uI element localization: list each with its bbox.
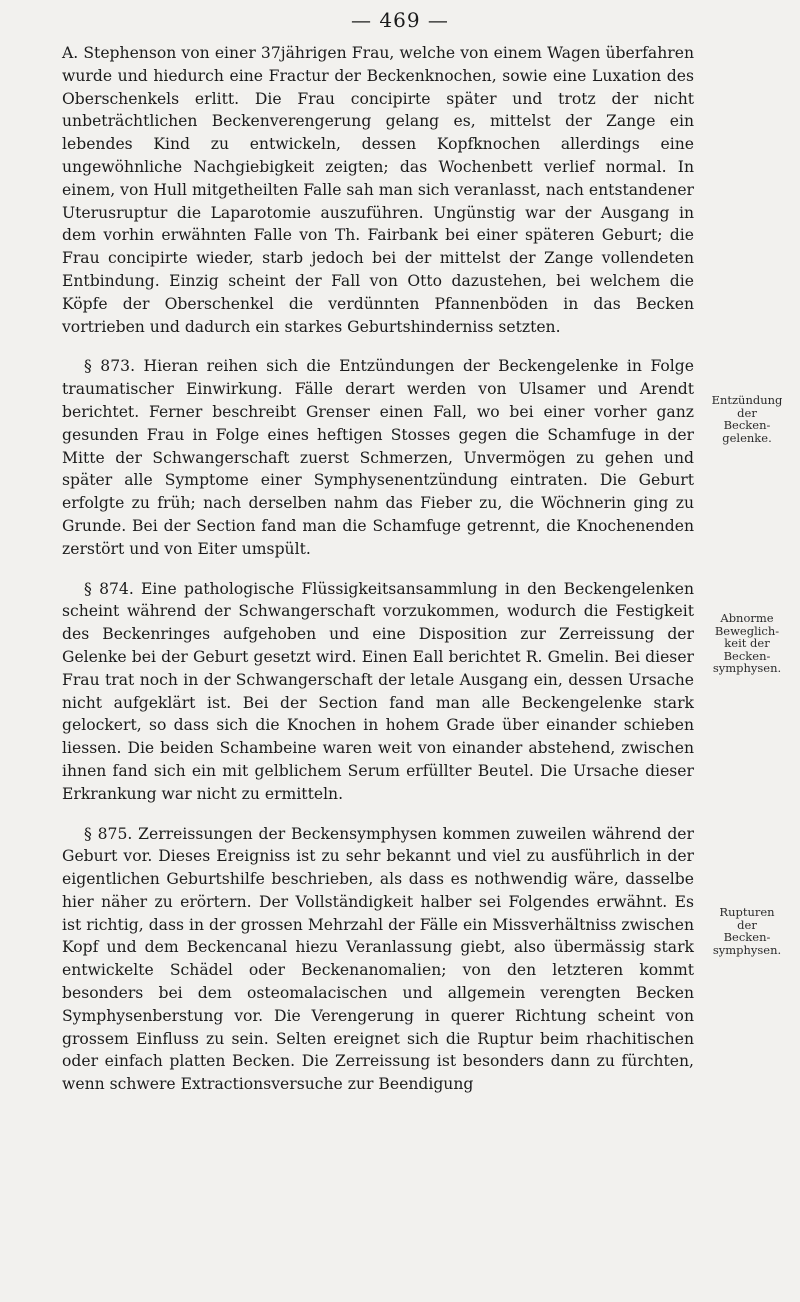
margin-note-abnorme-beweglichkeit xyxy=(704,612,790,675)
margin-note-line: symphysen. xyxy=(712,942,782,957)
margin-note-line: Becken- xyxy=(723,418,771,432)
paragraph-stephenson: A. Stephenson von einer 37jährigen Frau, welche von einem Wagen überfahren wurde und hiedurch eine Fractur der Beckenknochen, sowie eine Luxation des Oberschenkels erlitt. Die Frau concipirte später und trotz der nicht unbeträchtlichen Beckenverengerung gelang es, mittelst der Zange ein lebendes Kind zu entwickeln, dessen Kopfknochen allerdings eine ungewöhnliche Nachgiebigkeit zeigten; das Wochenbett verlief normal. In einem, von Hull mitgetheilten Falle sah man sich veranlasst, nach entstandener Uterusruptur die Laparotomie auszuführen. Ungünstig war der Ausgang in dem vorhin erwähnten Falle von Th. Fairbank bei einer späteren Geburt; die Frau concipirte wieder, starb jedoch bei der mittelst der Zange vollendeten Entbindung. Einzig scheint der Fall von Otto dazustehen, bei welchem die Köpfe der Oberschenkel die verdünnten Pfannenböden in das Becken vortrieben und dadurch ein starkes Geburtshinderniss setzten. xyxy=(62,44,694,336)
margin-note-line: Becken- xyxy=(723,648,771,663)
paragraph-section-873: § 873. Hieran reihen sich die Entzündungen der Beckengelenke in Folge traumatischer Einwirkung. Fälle derart werden von Ulsamer und Arendt berichtet. Ferner beschreibt Grenser einen Fall, wo bei einer vorher ganz gesunden Frau in Folge eines heftigen Stosses gegen die Schamfuge in der Mitte der Schwangerschaft zuerst Schmerzen, Unvermögen zu gehen und später alle Symptome einer Symphysenentzündung eintraten. Die Geburt erfolgte zu früh; nach derselben nahm das Fieber zu, die Wöchnerin ging zu Grunde. Bei der Section fand man die Schamfuge getrennt, die Knochenenden zerstört und von Eiter umspült. xyxy=(62,357,694,558)
margin-note-line: der xyxy=(737,917,757,932)
margin-note-line: der xyxy=(737,405,757,420)
margin-note-line: keit der xyxy=(724,636,770,650)
margin-note-line: symphysen. xyxy=(712,661,782,675)
margin-note-line: Beweglich- xyxy=(714,623,780,638)
margin-note-line: Rupturen xyxy=(719,905,775,919)
margin-note-rupturen xyxy=(704,906,790,956)
margin-note-line: Becken- xyxy=(723,930,771,944)
page-number: — 469 — xyxy=(351,8,449,32)
margin-note-entzuendung xyxy=(704,394,790,444)
margin-note-line: gelenke. xyxy=(722,430,772,445)
margin-note-line: Entzündung xyxy=(711,393,783,407)
paragraph-section-875: § 875. Zerreissungen der Beckensymphysen kommen zuweilen während der Geburt vor. Dieses Ereigniss ist zu sehr bekannt und viel zu ausführlich in der eigentlichen Geburtshilfe beschrieben, als dass es nothwendig wäre, dasselbe hier näher zu erörtern. Der Vollständigkeit halber sei Folgendes erwähnt. Es ist richtig, dass in der grossen Mehrzahl der Fälle ein Missverhältniss zwischen Kopf und dem Beckencanal hiezu Veranlassung giebt, also übermässig stark entwickelte Schädel oder Beckenanomalien; von den letzteren kommt besonders bei dem osteomalacischen und allgemein verengten Becken Symphysenberstung vor. Die Verengerung in querer Richtung scheint von grossem Einfluss zu sein. Selten ereignet sich die Ruptur beim rhachitischen oder einfach platten Becken. Die Zerreissung ist besonders dann zu fürchten, wenn schwere Extractionsversuche zur Beendigung xyxy=(62,824,694,1094)
main-text xyxy=(62,42,694,1096)
paragraph-section-874: § 874. Eine pathologische Flüssigkeitsansammlung in den Beckengelenken scheint während der Schwangerschaft vorzukommen, wodurch die Festigkeit des Beckenringes aufgehoben und eine Disposition zur Zerreissung der Gelenke bei der Geburt gesetzt wird. Einen Eall berichtet R. Gmelin. Bei dieser Frau trat noch in der Schwangerschaft der letale Ausgang ein, dessen Ursache nicht aufgeklärt ist. Bei der Section fand man alle Beckengelenke stark gelockert, so dass sich die Knochen in hohem Grade über einander schieben liessen. Die beiden Schambeine waren weit von einander abstehend, zwischen ihnen fand sich ein mit gelblichem Serum erfüllter Beutel. Die Ursache dieser Erkrankung war nicht zu ermitteln. xyxy=(62,579,694,803)
margin-note-line: Abnorme xyxy=(720,611,774,625)
